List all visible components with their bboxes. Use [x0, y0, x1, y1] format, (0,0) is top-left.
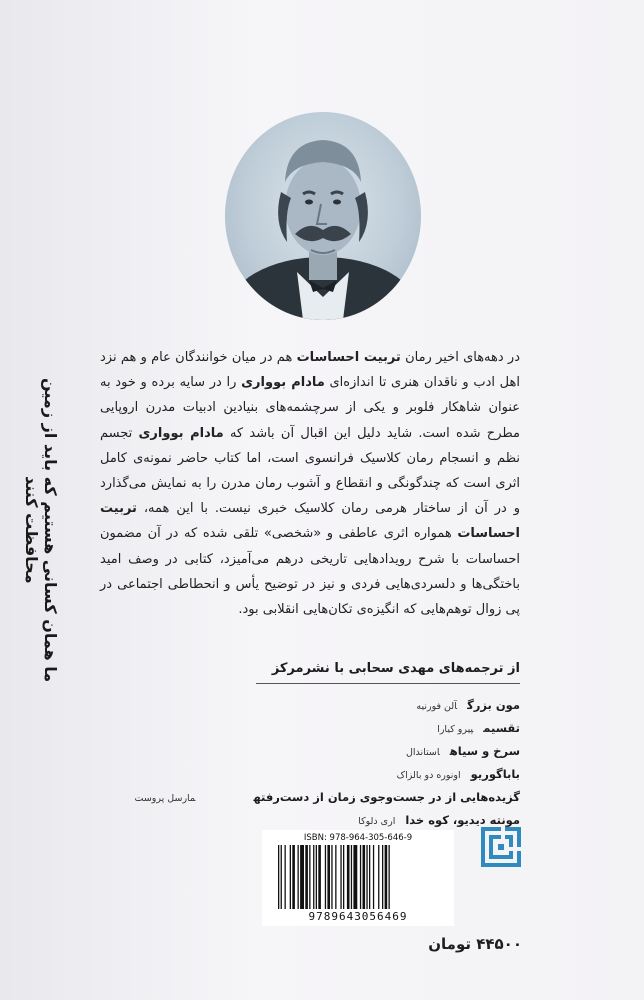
blurb-title-madame-bovary: مادام بوواری [241, 375, 325, 391]
book-title: مونته دیدیو، کوه خدا [405, 813, 520, 827]
list-item [200, 738, 520, 761]
blurb-text-2: هم در میان خوانندگان عام و هم نزد اهل ادب و ناقدان هنری تا اندازه‌ای [100, 350, 520, 391]
book-author: مارسل پروست [134, 793, 196, 804]
portrait-illustration [225, 112, 421, 320]
book-author: استاندال [406, 747, 440, 758]
list-item [134, 784, 520, 807]
blurb-title-madame-bovary-2: مادام بوواری [138, 425, 224, 441]
spine-quote: ما همان کسانی هستیم که باید از زمین محافظت کنند [22, 377, 60, 683]
blurb-title-sentimental-education-2: تربیت احساسات [100, 501, 520, 542]
book-author: اونوره دو بالزاک [396, 770, 461, 781]
heading-divider [256, 683, 520, 684]
author-portrait [225, 112, 421, 320]
blurb-title-sentimental-education: تربیت احساسات [296, 350, 401, 365]
blurb-text-1: در دهه‌های اخیر رمان [400, 350, 520, 365]
book-author: آلن فورنیه [416, 701, 458, 712]
list-item [200, 761, 520, 784]
publisher-logo-icon [481, 827, 521, 867]
blurb-text-5: همواره اثری عاطفی و «شخصی» تلقی شده که در آن مضمون احساسات با شرح رویدادهایی تاریخی درهم می‌آمیزد، کتابی در وصف امید باختگی‌ها و دلسردی‌هایی فردی و نیز در توضیح یأس و انحطاطی اجتماعی در پی زوال توهم‌هایی که انگیزه‌ی تکان‌هایی انقلابی بود. [100, 526, 520, 618]
book-title: گزیده‌هایی از در جست‌وجوی زمان از دست‌رفته [253, 790, 520, 804]
blurb-paragraph [100, 345, 520, 622]
barcode [262, 830, 454, 926]
list-item [200, 715, 520, 738]
list-item [200, 692, 520, 715]
book-author: پیرو کیارا [437, 724, 474, 735]
blurb-text-4: تجسم نظم و انسجام رمان کلاسیک فرانسوی است، اما کتاب حاضر نمونه‌ی کامل اثری است که چندگونگی و انقطاع و آشوب رمان مدرن را به نمایش می‌گذارد و در آن از ساختار هرمی رمان کلاسیک خبری نیست. با این همه، [100, 425, 520, 517]
book-title: مون بزرگ [467, 698, 520, 712]
barcode-bars-icon [276, 845, 440, 909]
book-author: اری دلوکا [358, 816, 396, 827]
book-title: باباگوریو [470, 767, 520, 781]
book-title: تقسیم [483, 721, 520, 735]
blurb-text-3: را در سایه برده و خود به عنوان شاهکار فلوبر و یکی از سرچشمه‌های بنیادین ادبیات مدرن اروپایی مطرح شده است. شاید دلیل این اقبال آن باشد که [100, 375, 521, 441]
price-label: ۴۴۵۰۰ تومان [428, 935, 522, 953]
translations-heading: از ترجمه‌های مهدی سحابی با نشرمرکز [271, 661, 520, 676]
barcode-digits: 9789643056469 [308, 910, 408, 923]
translations-list [134, 692, 520, 830]
book-title: سرخ و سیاه [449, 744, 520, 758]
list-item [200, 807, 520, 830]
isbn-label: ISBN: 978-964-305-646-9 [303, 833, 413, 843]
